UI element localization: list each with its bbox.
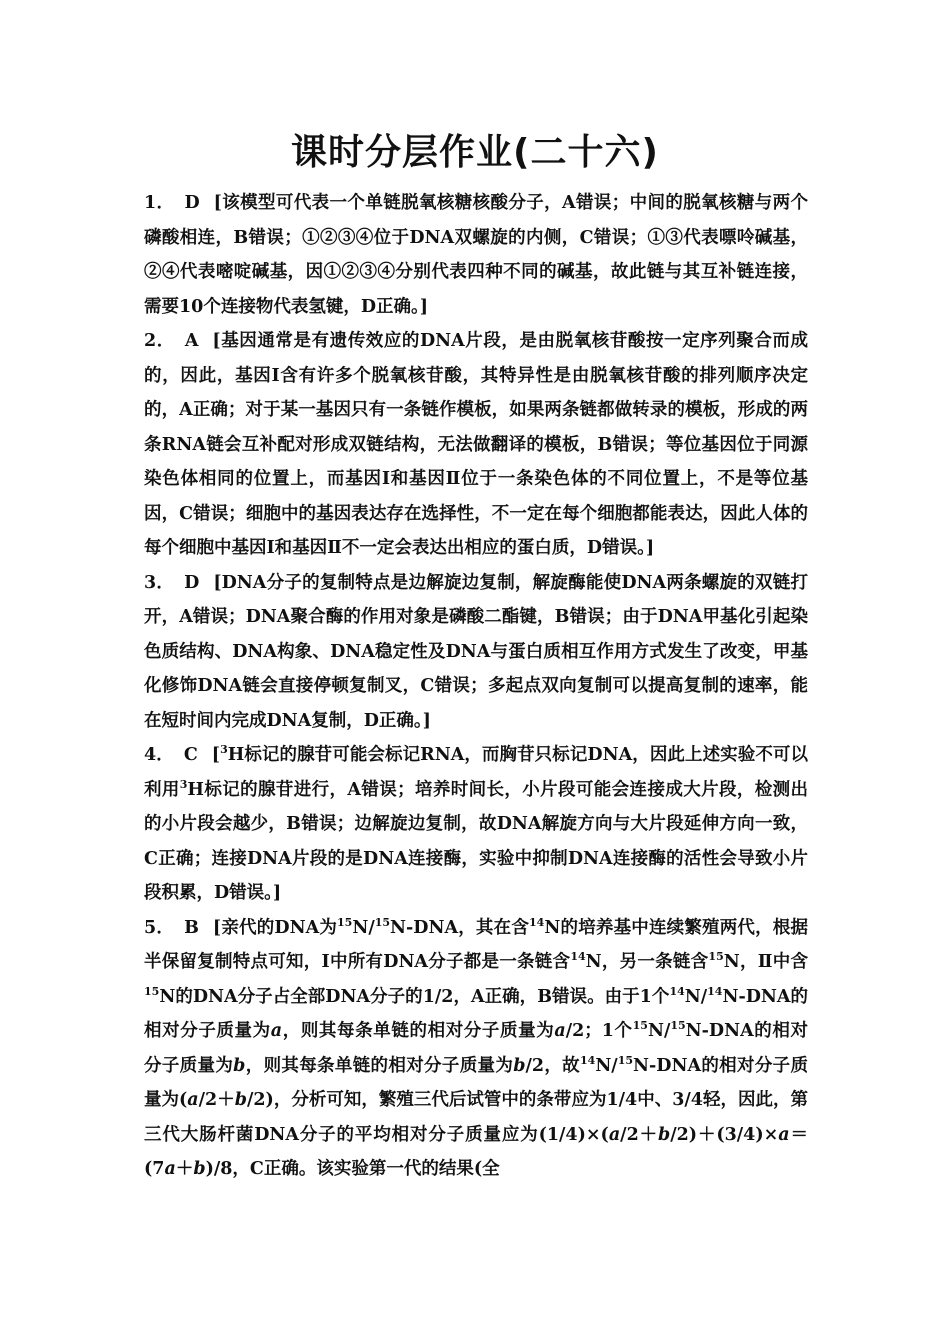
answer-item-4: [144, 738, 808, 911]
answer-explanation: [该模型可代表一个单链脱氧核糖核酸分子，A错误；中间的脱氧核糖与两个磷酸相连，B错误；①②③④位于DNA双螺旋的内侧，C错误；①③代表嘌呤碱基，②④代表嘧啶碱基，因①②③④分别代表四种不同的碱基，故此链与其互补链连接，需要10个连接物代表氢键，D正确。]: [144, 193, 808, 317]
answer-list: [144, 186, 808, 1187]
answer-item-5: [144, 911, 808, 1187]
answer-choice: B: [184, 917, 199, 938]
answer-explanation: [$^3$H标记的腺苷可能会标记RNA，而胸苷只标记DNA，因此上述实验不可以利用$^3$H标记的腺苷进行，A错误；培养时间长，小片段可能会连接成大片段，检测出的小片段会越少，B错误；边解旋边复制，故DNA解旋方向与大片段延伸方向一致，C正确；连接DNA片段的是DNA连接酶，实验中抑制DNA连接酶的活性会导致小片段积累，D错误。]: [144, 743, 808, 903]
answer-item-2: [144, 324, 808, 566]
answer-number: 3．: [144, 572, 175, 593]
answer-choice: C: [183, 745, 198, 765]
answer-choice: D: [184, 572, 200, 593]
answer-choice: D: [184, 193, 200, 213]
answer-number: 5．: [144, 917, 175, 938]
answer-number: 2．: [144, 331, 175, 351]
answer-number: 1．: [144, 193, 175, 213]
answer-explanation: [亲代的DNA为$^{15}$N/$^{15}$N-DNA，其在含$^{14}$N的培养基中连续繁殖两代，根据半保留复制特点可知，Ⅰ中所有DNA分子都是一条链含$^{14}$N，另一条链含$^{15}$N，Ⅱ中含$^{15}$N的DNA分子占全部DNA分子的1/2，A正确，B错误。由于1个$^{14}$N/$^{14}$N-DNA的相对分子质量为a，则其每条单链的相对分子质量为a/2；1个$^{15}$N/$^{15}$N-DNA的相对分子质量为b，则其每条单链的相对分子质量为b/2，故$^{14}$N/$^{15}$N-DNA的相对分子质量为(a/2＋b/2)，分析可知，繁殖三代后试管中的条带应为1/4中、3/4轻，因此，第三代大肠杆菌DNA分子的平均相对分子质量应为(1/4)×(a/2＋b/2)＋(3/4)×a＝(7a＋b)/8，C正确。该实验第一代的结果(全: [144, 915, 809, 1179]
answer-item-1: [144, 186, 808, 324]
answer-number: 4．: [144, 745, 174, 765]
answer-explanation: [DNA分子的复制特点是边解旋边复制，解旋酶能使DNA两条螺旋的双链打开，A错误；DNA聚合酶的作用对象是磷酸二酯键，B错误；由于DNA甲基化引起染色质结构、DNA构象、DNA稳定性及DNA与蛋白质相互作用方式发生了改变，甲基化修饰DNA链会直接停顿复制叉，C错误；多起点双向复制可以提高复制的速率，能在短时间内完成DNA复制，D正确。]: [144, 572, 808, 731]
answer-item-3: [144, 566, 808, 739]
answer-choice: A: [184, 331, 199, 351]
answer-explanation: [基因通常是有遗传效应的DNA片段，是由脱氧核苷酸按一定序列聚合而成的，因此，基因Ⅰ含有许多个脱氧核苷酸，其特异性是由脱氧核苷酸的排列顺序决定的，A正确；对于某一基因只有一条链作模板，如果两条链都做转录的模板，形成的两条RNA链会互补配对形成双链结构，无法做翻译的模板，B错误；等位基因位于同源染色体相同的位置上，而基因Ⅰ和基因Ⅱ位于一条染色体的不同位置上，不是等位基因，C错误；细胞中的基因表达存在选择性，不一定在每个细胞都能表达，因此人体的每个细胞中基因Ⅰ和基因Ⅱ不一定会表达出相应的蛋白质，D错误。]: [144, 331, 808, 558]
page-title: 课时分层作业(二十六): [291, 132, 659, 173]
